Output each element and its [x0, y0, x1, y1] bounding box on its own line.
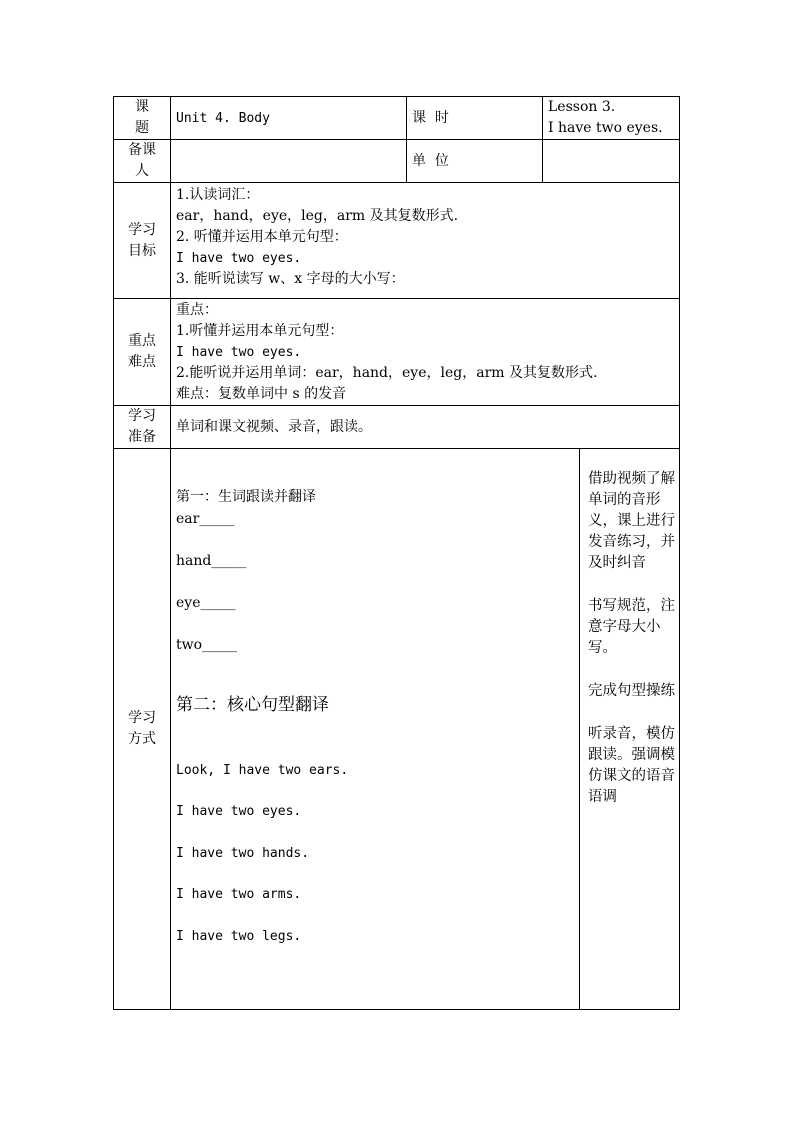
objectives-label: 学习 目标	[114, 183, 171, 299]
note-item: 书写规范，注意字母大小写。	[588, 598, 675, 656]
unit-label: 单 位	[407, 140, 543, 183]
unit-value	[543, 140, 680, 183]
sentence-item: Look, I have two ears.	[176, 763, 349, 778]
part2-title: 第二：核心句型翻译	[176, 695, 329, 715]
topic-value: Unit 4. Body	[171, 97, 407, 140]
preparation-label: 学习 准备	[114, 406, 171, 449]
word-item: ear_____	[176, 511, 235, 527]
sentence-item: I have two arms.	[176, 887, 302, 902]
key-points-label: 重点 难点	[114, 299, 171, 406]
lesson-title	[543, 97, 680, 140]
lesson-plan-table	[113, 96, 680, 1010]
key-point-line: 1.听懂并运用本单元句型：	[176, 323, 344, 339]
period-label: 课 时	[407, 97, 543, 140]
note-item: 借助视频了解单词的音形义，课上进行发音练习，并及时纠音	[588, 471, 675, 571]
lesson-line-2: I have two eyes.	[548, 120, 663, 136]
sentence-item: I have two legs.	[176, 929, 302, 944]
objective-line: 3. 能听说读写 w、x 字母的大小写：	[176, 271, 405, 287]
key-point-line: I have two eyes.	[176, 345, 302, 360]
sentence-item: I have two hands.	[176, 846, 310, 861]
objective-line: ear，hand，eye，leg，arm 及其复数形式.	[176, 208, 459, 224]
key-point-line: 难点：复数单词中 s 的发音	[176, 386, 347, 402]
objective-line: 1.认读词汇：	[176, 187, 260, 203]
key-points-content	[171, 299, 680, 406]
note-item: 听录音，模仿跟读。强调模仿课文的语音语调	[588, 726, 675, 805]
preparer-label: 备课 人	[114, 140, 171, 183]
preparer-value	[171, 140, 407, 183]
lesson-line-1: Lesson 3.	[548, 99, 616, 115]
objective-line: I have two eyes.	[176, 251, 302, 266]
word-item: two_____	[176, 637, 238, 653]
preparation-text: 单词和课文视频、录音，跟读。	[171, 406, 680, 449]
note-item: 完成句型操练	[588, 683, 675, 699]
method-notes	[580, 449, 680, 1010]
objective-line: 2. 听懂并运用本单元句型：	[176, 229, 348, 245]
word-item: hand_____	[176, 553, 247, 569]
method-content	[171, 449, 580, 1010]
part1-title: 第一：生词跟读并翻译	[176, 489, 316, 505]
objectives-content	[171, 183, 680, 299]
key-point-line: 重点：	[176, 302, 218, 318]
sentence-item: I have two eyes.	[176, 804, 302, 819]
method-label: 学习 方式	[114, 449, 171, 1010]
topic-label: 课 题	[114, 97, 171, 140]
key-point-line: 2.能听说并运用单词：ear，hand，eye，leg，arm 及其复数形式.	[176, 365, 598, 381]
word-item: eye_____	[176, 595, 236, 611]
